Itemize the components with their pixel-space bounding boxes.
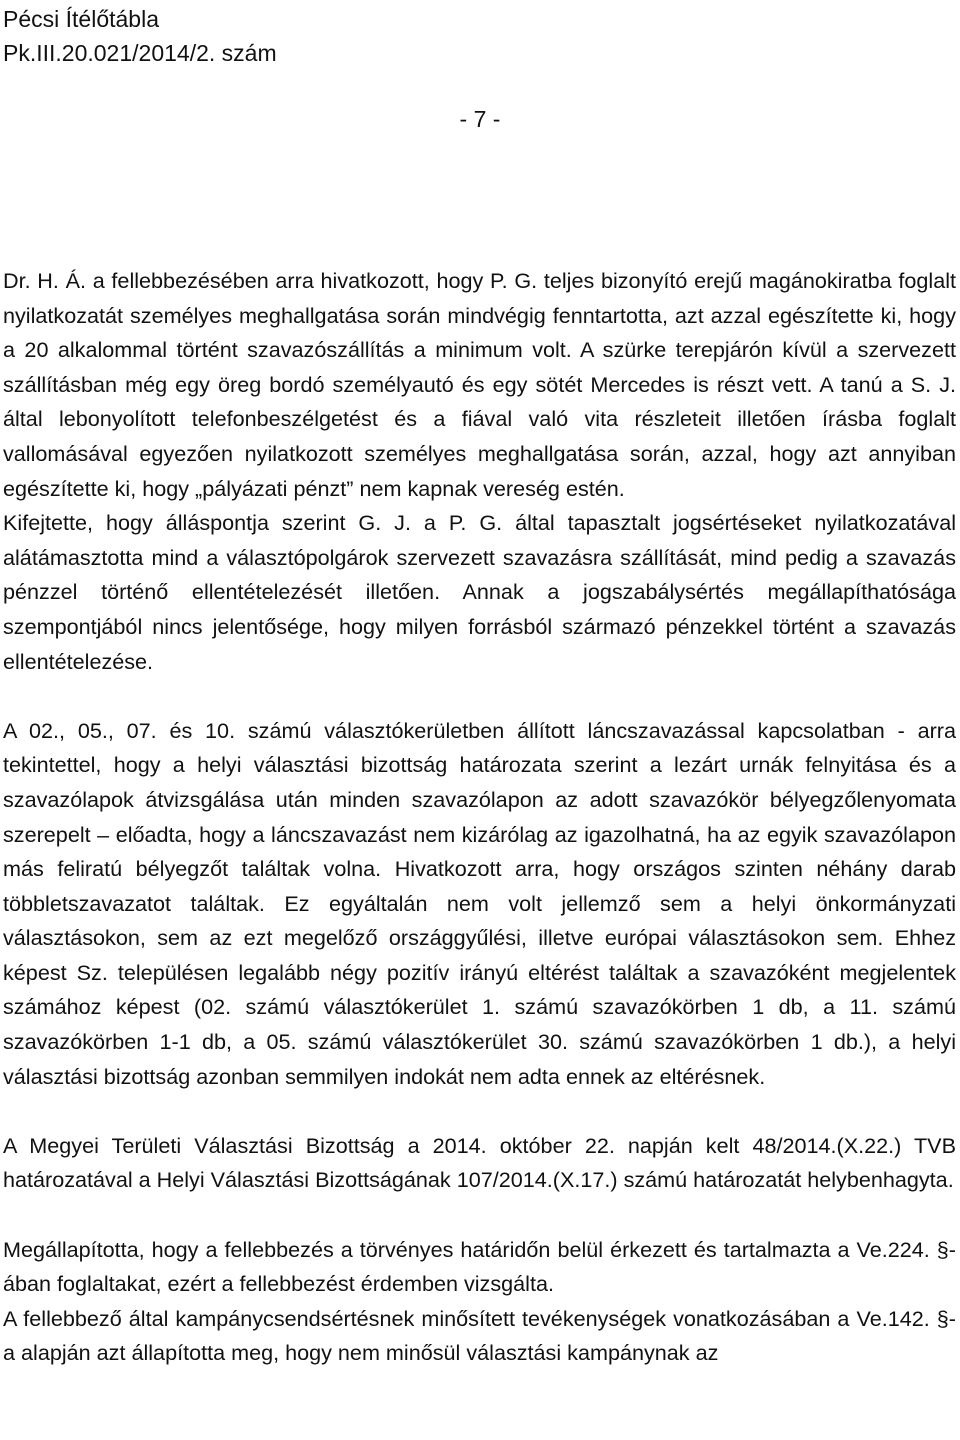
court-name: Pécsi Ítélőtábla (3, 6, 159, 32)
paragraph-spacer (3, 679, 956, 714)
paragraph-admissibility: Megállapította, hogy a fellebbezés a törvényes határidőn belül érkezett és tartalmazta a Ve.224. §-ában foglaltakat, ezért a fellebbezést érdemben vizsgálta. (3, 1236, 956, 1297)
paragraph-chain-voting: A 02., 05., 07. és 10. számú választókerületben állított láncszavazással kapcsolatban - arra tekintettel, hogy a helyi választási bizottság határozata szerint a lezárt urnák felnyitása és a szavazólapok átvizsgálása után minden szavazólapon az adott szavazókör bélyegzőlenyomata szerepelt – előadta, hogy a láncszavazást nem kizárólag az igazolhatná, ha az egyik szavazólapon más feliratú bélyegzőt találtak volna. Hivatkozott arra, hogy országos szinten néhány darab többletszavazatot találtak. Ez egyáltalán nem volt jellemző sem a helyi önkormányzati választásokon, sem az ezt megelőző országgyűlési, illetve európai választásokon sem. Ehhez képest Sz. településen legalább négy pozitív irányú eltérést találtak a szavazóként megjelentek számához képest (02. számú választókerület 1. számú szavazókörben 1 db, a 11. számú szavazókörben 1-1 db, a 05. számú választókerület 30. számú szavazókörben 1 db.), a helyi választási bizottság azonban semmilyen indokát nem adta ennek az eltérésnek. (3, 717, 956, 1089)
paragraph-spacer (3, 1094, 956, 1129)
page-number: - 7 - (459, 106, 501, 132)
paragraph-committee-decision: A Megyei Területi Választási Bizottság a 2014. október 22. napján kelt 48/2014.(X.22.) TVB határozatával a Helyi Választási Bizottságának 107/2014.(X.17.) számú határozatát helybenhagyta. (3, 1132, 956, 1193)
document-body (3, 264, 956, 1371)
paragraph-spacer (3, 1198, 956, 1233)
paragraph-position: Kifejtette, hogy álláspontja szerint G. J. a P. G. által tapasztalt jogsértéseket nyilatkozatával alátámasztotta mind a választópolgárok szervezett szavazásra szállítását, mind pedig a szavazás pénzzel történő ellentételezését illetően. Annak a jogszabálysértés megállapíthatósága szempontjából nincs jelentősége, hogy milyen forrásból származó pénzekkel történt a szavazás ellentételezése. (3, 510, 956, 674)
case-number: Pk.III.20.021/2014/2. szám (3, 40, 277, 66)
paragraph-campaign-silence: A fellebbező által kampánycsendsértésnek minősített tevékenységek vonatkozásában a Ve.142. §-a alapján azt állapította meg, hogy nem minősül választási kampánynak az (3, 1305, 956, 1366)
paragraph-appeal-claims: Dr. H. Á. a fellebbezésében arra hivatkozott, hogy P. G. teljes bizonyító erejű magánokiratba foglalt nyilatkozatát személyes meghallgatása során mindvégig fenntartotta, azt azzal egészítette ki, hogy a 20 alkalommal történt szavazószállítás a minimum volt. A szürke terepjárón kívül a szervezett szállításban még egy öreg bordó személyautó és egy sötét Mercedes is részt vett. A tanú a S. J. által lebonyolított telefonbeszélgetést és a fiával való vita részleteit illetően írásba foglalt vallomásával egyezően nyilatkozott személyes meghallgatása során, azzal, hogy azt annyiban egészítette ki, hogy „pályázati pénzt” nem kapnak vereség estén. (3, 268, 956, 501)
